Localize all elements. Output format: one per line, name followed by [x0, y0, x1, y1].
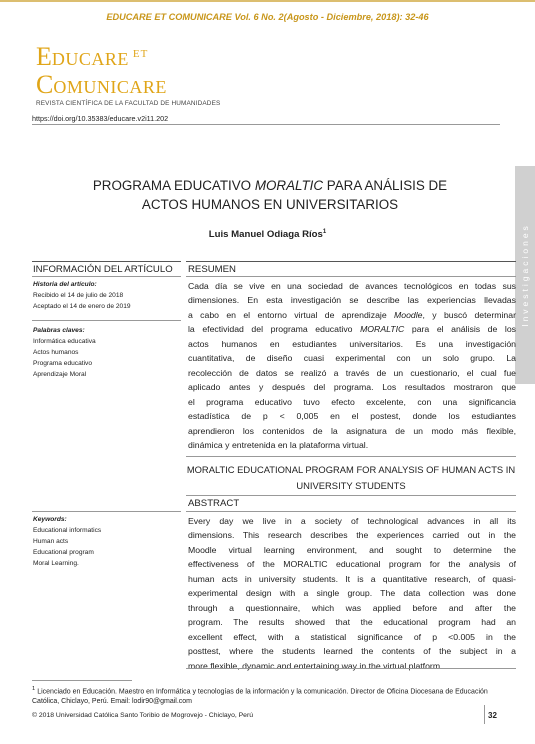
text-line: effectiveness of the MORALTIC educational program for the analysis of	[188, 559, 516, 570]
keyword-item: Programa educativo	[33, 360, 93, 367]
keywords-en	[33, 514, 181, 569]
keyword-item: Actos humanos	[33, 349, 79, 356]
history-label: Historia del artículo:	[33, 281, 97, 288]
article-title: PROGRAMA EDUCATIVO MORALTIC PARA ANÁLISIS DE ACTOS HUMANOS EN UNIVERSITARIOS	[92, 178, 448, 212]
text-line: dimensions. This research describes the experiences carried out in the	[188, 530, 516, 541]
page-number-divider	[484, 705, 485, 724]
text-line: excellent effect, with a statistical significance of p <0.005 in the	[188, 631, 516, 642]
journal-logo	[36, 44, 236, 106]
page-number: 32	[488, 711, 497, 720]
keywords-en-top-rule	[32, 511, 181, 512]
text-line: el programa educativo tuvo efecto excelente, con una significancia	[188, 396, 516, 407]
text-line: a cabo en el entorno virtual de aprendizaje Moodle, y buscó determinar	[188, 309, 516, 320]
resumen-top-rule	[186, 261, 516, 262]
text-line: cuantitativa, de diseño cuasi experimental con un solo grupo. La	[188, 353, 516, 364]
text-line: more flexible, dynamic and entertaining way in the virtual platform.	[188, 660, 443, 671]
english-title: MORALTIC EDUCATIONAL PROGRAM FOR ANALYSIS OF HUMAN ACTS IN UNIVERSITY STUDENTS	[186, 464, 516, 491]
logo-line-educare: EDUCARE $^{ET}$	[36, 42, 149, 71]
doi-link[interactable]: https://doi.org/10.35383/educare.v2i11.202	[32, 114, 169, 123]
text-line: through a questionnaire, which was applied before and after the	[188, 602, 516, 613]
keyword-item: Aprendizaje Moral	[33, 371, 87, 378]
text-line: aprendieron los contenidos de la asignatura de un modo más flexible,	[188, 425, 516, 436]
info-heading: INFORMACIÓN DEL ARTÍCULO	[33, 264, 173, 275]
english-title-bottom-rule	[186, 495, 516, 496]
text-line: posttest, where the students learned the contents of the subject in a	[188, 646, 516, 657]
keywords-es	[33, 325, 181, 380]
text-line: experimental design with a single group. The data collection was done	[188, 588, 516, 599]
abstract-body	[188, 514, 516, 673]
keywords-label: Palabras claves:	[33, 327, 85, 334]
keyword-item: Informática educativa	[33, 338, 96, 345]
keyword-en-item: Educational informatics	[33, 527, 102, 534]
resumen-heading: RESUMEN	[188, 264, 236, 275]
section-side-tab	[515, 166, 535, 384]
abstract-heading: ABSTRACT	[188, 498, 240, 509]
keyword-en-item: Human acts	[33, 538, 69, 545]
text-line: actos humanos en estudiantes universitarios. Es una investigación	[188, 338, 516, 349]
side-tab-label: Investigaciones	[520, 223, 530, 327]
article-history	[33, 279, 181, 312]
copyright-footer: © 2018 Universidad Católica Santo Toribio de Mogrovejo - Chiclayo, Perú	[32, 712, 253, 719]
text-line: Moodle virtual learning environment, and sought to determine the	[188, 544, 516, 555]
abstract-heading-rule	[186, 511, 516, 512]
header-divider	[32, 124, 500, 125]
keywords-en-label: Keywords:	[33, 516, 67, 523]
text-line: la efectividad del programa educativo MORALTIC para el análisis de los	[188, 324, 516, 335]
header-gold-line	[0, 0, 535, 8]
received-date: Recibido el 14 de julio de 2018	[33, 292, 124, 299]
english-title-top-rule	[186, 456, 516, 457]
keyword-en-item: Moral Learning.	[33, 560, 79, 567]
text-line: estadística de p < 0,005 en el postest, donde los estudiantes	[188, 411, 516, 422]
journal-reference: EDUCARE ET COMUNICARE Vol. 6 No. 2(Agosto - Diciembre, 2018): 32-46	[106, 12, 429, 22]
abstract-bottom-rule	[186, 668, 516, 669]
keyword-en-item: Educational program	[33, 549, 94, 556]
article-author: Luis Manuel Odiaga Ríos$^1$	[208, 229, 327, 241]
text-line: program. The results showed that the educational program had an	[188, 617, 516, 628]
logo-subtitle: REVISTA CIENTÍFICA DE LA FACULTAD DE HUMANIDADES	[36, 100, 221, 107]
accepted-date: Aceptado el 14 de enero de 2019	[33, 303, 131, 310]
resumen-body	[188, 279, 516, 452]
footnote-rule	[32, 680, 132, 681]
info-heading-rule	[32, 276, 181, 277]
logo-line-comunicare: COMUNICARE	[36, 70, 167, 99]
info-top-rule	[32, 261, 181, 262]
text-line: human acts in university students. It is a quantitative research, of quasi-	[188, 573, 516, 584]
text-line: Every day we live in a society of technological advances in all its	[188, 516, 516, 526]
history-divider	[32, 320, 181, 321]
author-footnote: $^1$ Licenciado en Educación. Maestro en Informática y tecnologías de la información y la comunicación. Director de Oficina Diocesana de Educación Católica, Chiclayo, Perú. Email: lodir90@gmail.com	[32, 686, 488, 706]
text-line: aplicado antes y después del programa. Los resultados mostraron que	[188, 382, 516, 393]
resumen-heading-rule	[186, 276, 516, 277]
text-line: dinámica y entretenida en la plataforma virtual.	[188, 439, 369, 450]
text-line: Cada día se vive en una sociedad de avances tecnológicos en todas sus	[188, 281, 516, 291]
text-line: recolección de datos se realizó a través de un cuestionario, el cual fue	[188, 367, 516, 378]
text-line: dimensiones. En esta investigación se describe las experiencias llevadas	[188, 295, 516, 306]
